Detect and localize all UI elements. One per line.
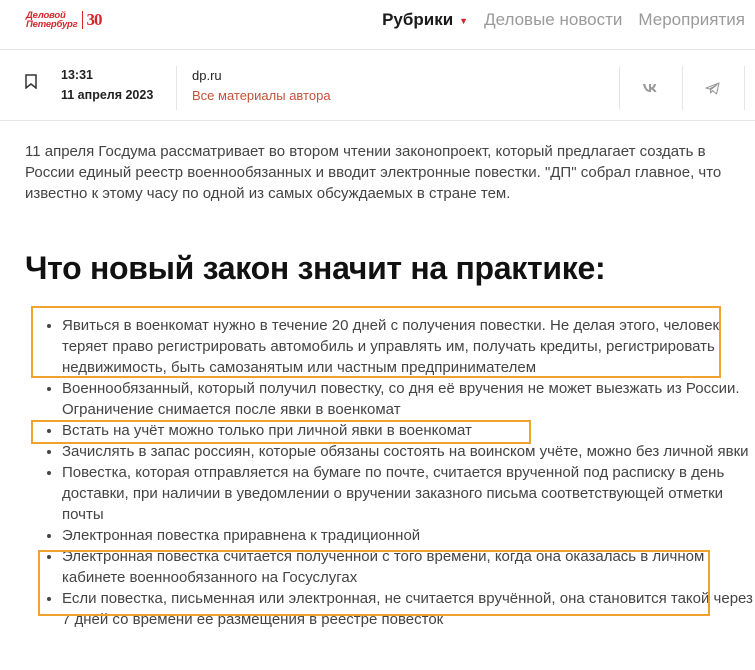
nav-events[interactable]: Мероприятия bbox=[638, 10, 745, 29]
bookmark-icon[interactable] bbox=[25, 74, 37, 89]
publish-date: 11 апреля 2023 bbox=[61, 88, 154, 102]
list-item: • Зачислять в запас россиян, которые обязаны состоять на воинском учёте, можно без личной явки bbox=[62, 441, 755, 462]
main-nav bbox=[382, 10, 745, 30]
divider-top bbox=[0, 49, 755, 50]
article-subheading: Что новый закон значит на практике: bbox=[25, 250, 606, 286]
nav-rubrics[interactable] bbox=[382, 10, 468, 30]
meta-divider-3 bbox=[682, 66, 683, 110]
logo-divider bbox=[82, 11, 83, 29]
top-header bbox=[0, 0, 755, 46]
telegram-icon[interactable] bbox=[702, 78, 722, 98]
list-item: • Военнообязанный, который получил повестку, со дня её вручения не может выезжать из России. Ограничение снимается после явки в военкомат bbox=[62, 378, 755, 420]
meta-divider-4 bbox=[744, 66, 745, 110]
publish-time: 13:31 bbox=[61, 68, 93, 82]
divider-meta bbox=[0, 120, 755, 121]
meta-divider-2 bbox=[619, 66, 620, 110]
nav-rubrics-label: Рубрики bbox=[382, 10, 454, 29]
vk-icon[interactable] bbox=[640, 78, 660, 98]
author-name[interactable]: dp.ru bbox=[192, 68, 222, 83]
logo-anniversary: 30 bbox=[86, 10, 102, 29]
caret-down-icon: ▼ bbox=[459, 16, 469, 26]
list-item: • Электронная повестка считается полученной с того времени, когда она оказалась в личном кабинете военнообязанного на Госуслугах bbox=[62, 546, 755, 588]
article-lead: 11 апреля Госдума рассматривает во втором чтении законопроект, который предлагает создать в России единый реестр военнообязанных и вводит электронные повестки. "ДП" собрал главное, что известно к этому часу по одной из самых обсуждаемых в стране тем. bbox=[25, 143, 722, 202]
logo-line-1: Деловой bbox=[26, 10, 66, 21]
logo-line-2: Петербург bbox=[26, 19, 78, 30]
nav-business-news[interactable]: Деловые новости bbox=[484, 10, 623, 29]
list-item: • Электронная повестка приравнена к традиционной bbox=[62, 525, 755, 546]
list-item: • Явиться в военкомат нужно в течение 20 дней с получения повестки. Не делая этого, человек теряет право регистрировать автомобиль и управлять им, получать кредиты, регистрировать недвижимость, быть самозанятым или частным предпринимателем bbox=[62, 315, 755, 378]
list-item: • Если повестка, письменная или электронная, не считается вручённой, она становится такой через 7 дней со времени её размещения в реестре повесток bbox=[62, 588, 755, 630]
list-item: • Повестка, которая отправляется на бумаге по почте, считается врученной под расписку в день доставки, при наличии в уведомлении о вручении заказного письма соответствующей отметки почты bbox=[62, 462, 755, 525]
meta-divider-1 bbox=[176, 66, 177, 110]
author-all-materials-link[interactable]: Все материалы автора bbox=[192, 88, 331, 103]
key-points-list bbox=[42, 315, 755, 630]
logo-wordmark bbox=[26, 11, 78, 29]
site-logo[interactable] bbox=[26, 10, 102, 30]
list-item: • Встать на учёт можно только при личной явки в военкомат bbox=[62, 420, 755, 441]
